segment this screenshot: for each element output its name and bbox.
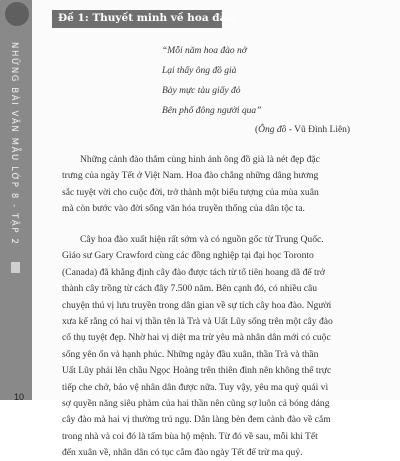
text-line: chuyện thú vị lưu truyền trong dân gian về sự tích cây hoa đào. Người	[62, 299, 332, 311]
page-number: 10	[14, 392, 25, 402]
text-line: Giáo sư Gary Crawford cùng các đồng nghiệp tại đại học Toronto	[62, 250, 314, 262]
sidebar	[0, 0, 32, 400]
poem-line: Bên phố đông người qua”	[162, 106, 262, 116]
text-line: Những cảnh đào thắm cùng hình ảnh ông đồ già là nét đẹp đặc	[80, 154, 320, 165]
section-title-bar	[52, 10, 237, 28]
text-line: thành cây trồng từ cách đây 7.500 năm. Bên cạnh đó, có nhiều câu	[62, 283, 318, 295]
text-line: cổ thụ tuyệt đẹp. Nhờ hai vị diệt ma trừ yêu mà nhân dân mới có cuộc	[62, 332, 331, 344]
text-line: Cây hoa đào xuất hiện rất sớm và có nguồn gốc từ Trung Quốc.	[80, 234, 324, 245]
text-line: mà còn bước vào đời sống văn hóa truyền thống của dân tộc ta.	[62, 203, 305, 215]
source-work: Ông đồ	[258, 125, 287, 135]
text-line: trong nhà và coi đó là tấm bùa hộ mệnh. Từ đó về sau, mỗi khi Tết	[62, 430, 318, 442]
paragraph-intro	[62, 152, 387, 218]
section-title: Đề 1: Thuyết minh về hoa đào.	[58, 12, 237, 24]
sidebar-mark-decoration	[11, 262, 20, 273]
text-line: tiếp che chở, bảo vệ nhân dân được nữa. Tuy vậy, yêu ma quỷ quái vì	[62, 381, 329, 393]
text-line: sợ quyền năng siêu phàm của hai thần nên cũng sợ luôn cả bóng dáng	[62, 397, 330, 409]
text-line: đến xuân về, nhân dân có tục cắm đào ngày Tết để trừ ma quỷ.	[62, 447, 303, 459]
poem-line: Lại thấy ông đồ già	[162, 66, 237, 76]
poem-line: “Mỗi năm hoa đào nở	[162, 46, 247, 56]
poem-epigraph	[162, 44, 261, 124]
paragraph-origin	[62, 232, 387, 461]
text-line: cây đào mà hai vị thường trú ngụ. Dân làng bèn đem cành đào về cắm	[62, 414, 331, 426]
sidebar-circle-decoration	[5, 2, 29, 26]
text-line: Uất Lũy phải lên chầu Ngọc Hoàng trên thiên đình nên không thể trực	[62, 365, 332, 377]
text-line: xưa kể rằng có hai vị thần tên là Trà và Uất Lũy sống trên một cây đào	[62, 315, 333, 327]
text-line: sắc tuyệt vời cho cuộc đời, trở thành một biểu tượng của mùa xuân	[62, 186, 319, 198]
text-line: trưng của ngày Tết ở Việt Nam. Hoa đào chẳng những dâng hương	[62, 170, 319, 182]
text-line: sống yên ổn và hạnh phúc. Những ngày đầu xuân, thần Trà và thần	[62, 348, 319, 360]
source-author: - Vũ Đình Liên)	[286, 125, 351, 135]
poem-line: Bày mực tàu giấy đỏ	[162, 86, 241, 96]
running-header: NHỮNG BÀI VĂN MẪU LỚP 8 - TẬP 2	[9, 42, 19, 246]
source-open-paren: (	[255, 125, 259, 135]
poem-source	[255, 125, 350, 135]
text-line: (Canada) đã khẳng định cây đào được tách từ tổ tiên hoang dã để trở	[62, 266, 325, 278]
